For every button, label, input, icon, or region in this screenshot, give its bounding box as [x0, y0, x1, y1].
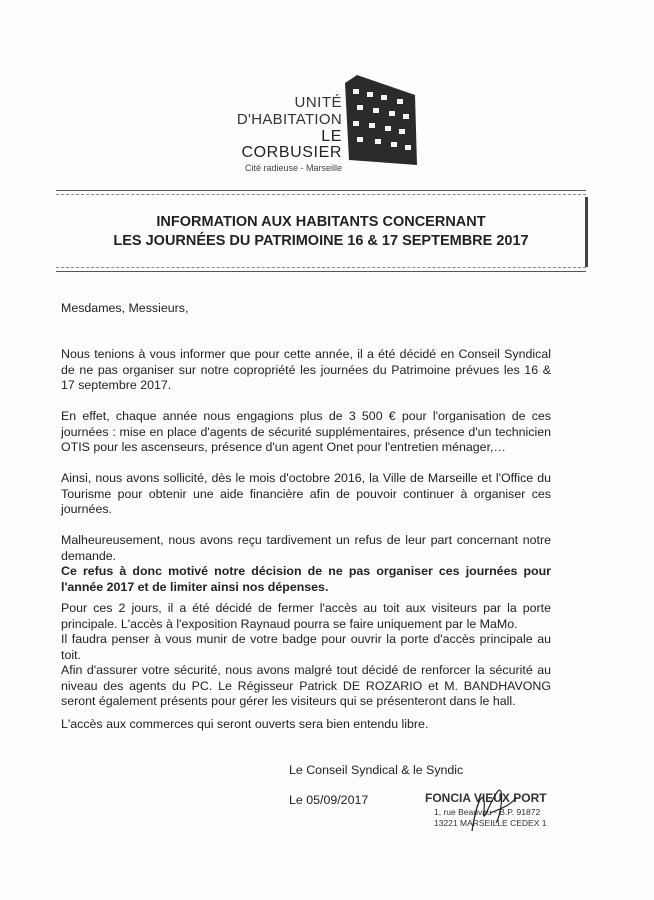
paragraph-4-bold: Ce refus à donc motivé notre décision de ne pas organiser ces journées pour l'année 2017 et de limiter ainsi nos dépenses.: [61, 564, 551, 594]
banner-title-line2: LES JOURNÉES DU PATRIMOINE 16 & 17 SEPTEMBRE 2017: [113, 233, 529, 249]
paragraph-5b: Il faudra penser à vous munir de votre badge pour ouvrir la porte d'accès principale au toit.: [61, 632, 551, 662]
banner-title: [56, 213, 586, 251]
paragraph-6: Afin d'assurer votre sécurité, nous avons malgré tout décidé de renforcer la sécurité au niveau des agents du PC. Le Régisseur Patrick DE ROZARIO et M. BANDHAVONG seront également présents pour gérer les visiteurs qui se présenteront dans le hall.: [61, 663, 551, 709]
paragraph-1: Nous tenions à vous informer que pour cette année, il a été décidé en Conseil Syndical de ne pas organiser sur notre copropriété les journées du Patrimoine prévues les 16 & 17 septembre 2017.: [61, 347, 551, 393]
letter-date: Le 05/09/2017: [289, 793, 369, 807]
salutation: Mesdames, Messieurs,: [61, 301, 189, 315]
logo-line-cite: Cité radieuse - Marseille: [244, 163, 342, 173]
banner-title-line1: INFORMATION AUX HABITANTS CONCERNANT: [156, 214, 486, 230]
paragraph-2: En effet, chaque année nous engagions plus de 3 500 € pour l'organisation de ces journées : mise en place d'agents de sécurité supplémentaires, présence d'un technicien OTIS pour les ascenseurs, présence d'un agent Onet pour l'entretien ménager,…: [61, 409, 551, 455]
paragraph-4-text: Malheureusement, nous avons reçu tardivement un refus de leur part concernant notre demande.: [61, 533, 551, 563]
paragraph-7: L'accès aux commerces qui seront ouverts sera bien entendu libre.: [61, 717, 429, 731]
signature: Le Conseil Syndical & le Syndic: [289, 763, 464, 777]
stamp-line1: FONCIA VIEUX PORT: [425, 791, 547, 805]
stamp-line2: 1, rue Beauvau - B.P. 91872: [434, 807, 541, 817]
logo-line-corbusier: LE CORBUSIER: [241, 128, 342, 161]
logo-line-habitation: D'HABITATION: [236, 111, 342, 128]
paragraph-5a: Pour ces 2 jours, il a été décidé de fermer l'accès au toit aux visiteurs par la porte principale. L'accès à l'exposition Raynaud pourra se faire uniquement par le MaMo.: [61, 601, 551, 631]
building-logo-icon: [345, 65, 425, 165]
logo-text: [224, 95, 342, 173]
handwritten-signature-icon: [420, 783, 560, 838]
title-banner: [56, 190, 586, 272]
paragraph-4: [61, 533, 551, 595]
company-stamp: [420, 783, 560, 838]
logo-line-unite: UNITÉ: [294, 94, 342, 111]
paragraph-5: [61, 601, 551, 663]
paragraph-3: Ainsi, nous avons sollicité, dès le mois d'octobre 2016, la Ville de Marseille et l'Office du Tourisme pour obtenir une aide financière afin de pouvoir continuer à organiser ces journées.: [61, 471, 551, 517]
stamp-line3: 13221 MARSEILLE CEDEX 1: [434, 818, 547, 828]
